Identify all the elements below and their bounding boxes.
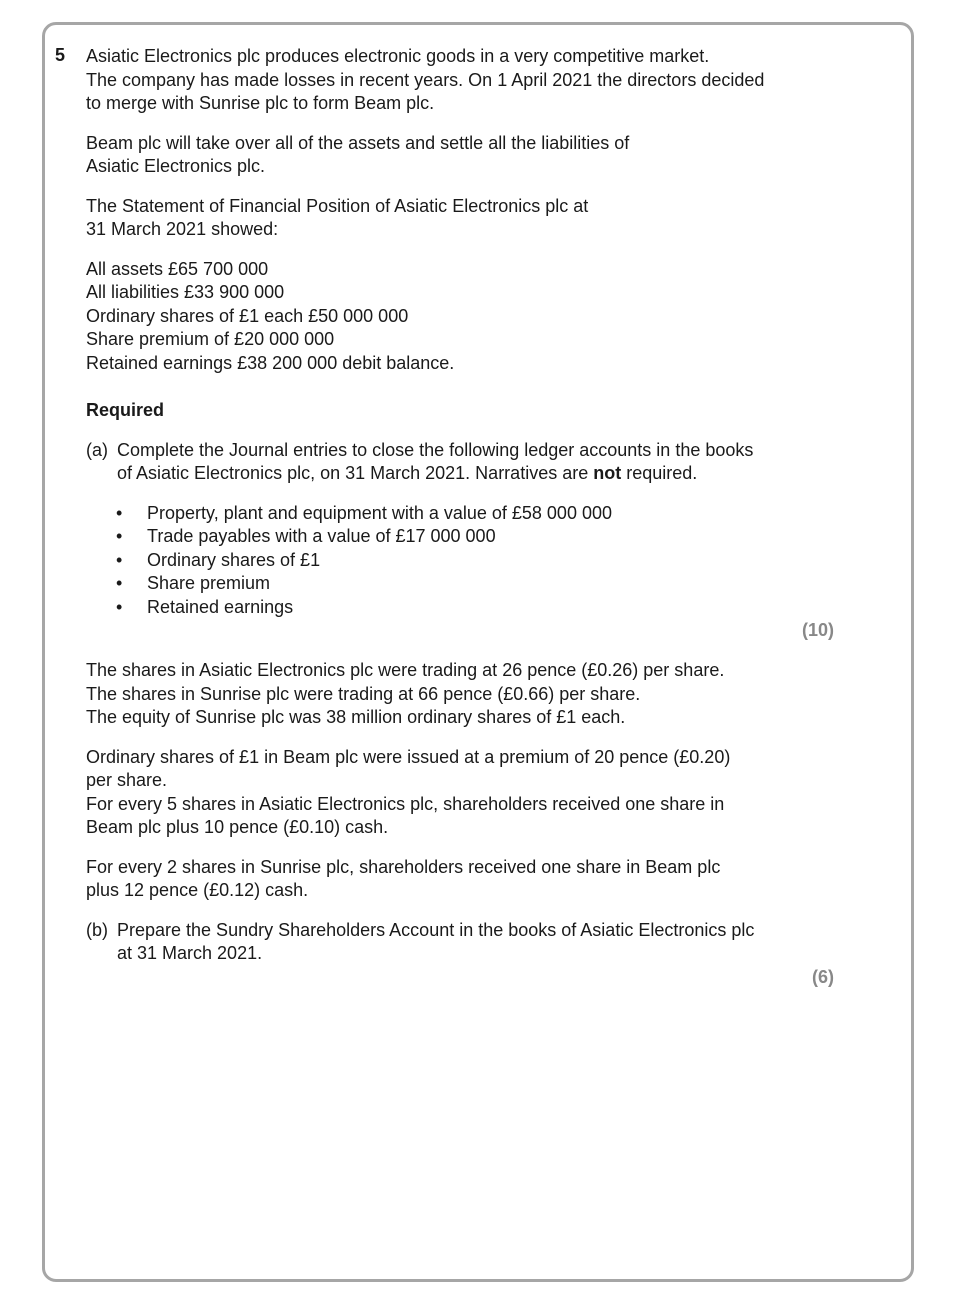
- text-line: The shares in Sunrise plc were trading at 66 pence (£0.66) per share.: [86, 683, 641, 704]
- sofp-intro-paragraph: [86, 195, 806, 242]
- bullet-icon: •: [116, 526, 123, 546]
- balance-line: Ordinary shares of £1 each £50 000 000: [86, 305, 409, 326]
- bullet-icon: •: [116, 596, 123, 617]
- text-line: Beam plc plus 10 pence (£0.10) cash.: [86, 817, 389, 837]
- text-line: plus 12 pence (£0.12) cash.: [86, 880, 309, 900]
- text-line: The Statement of Financial Position of Asiatic Electronics plc at: [86, 195, 589, 216]
- text-line: [117, 462, 806, 486]
- text-line: Asiatic Electronics plc.: [86, 156, 266, 176]
- text-line: 31 March 2021 showed:: [86, 219, 279, 239]
- text-segment: required.: [621, 463, 698, 483]
- part-b-marks-row: [86, 966, 834, 989]
- text-line: For every 5 shares in Asiatic Electronics plc, shareholders received one share in: [86, 793, 725, 814]
- sunrise-exchange-paragraph: [86, 856, 806, 903]
- bullet-icon: •: [116, 573, 123, 593]
- text-segment: of Asiatic Electronics plc, on 31 March 2021. Narratives are: [117, 463, 594, 483]
- emphasis-text: not: [593, 463, 622, 483]
- part-b-instruction: [86, 919, 806, 966]
- list-item: [116, 596, 806, 620]
- list-item: [116, 549, 806, 573]
- balance-line: Share premium of £20 000 000: [86, 329, 335, 349]
- bullet-icon: •: [116, 502, 123, 523]
- list-item-text: Share premium: [147, 573, 271, 593]
- text-line: The company has made losses in recent years. On 1 April 2021 the directors decided: [86, 69, 765, 90]
- list-item: [116, 502, 806, 526]
- part-a-marks-row: [86, 619, 834, 642]
- beam-issue-paragraph: [86, 746, 806, 840]
- question-number: 5: [55, 45, 66, 65]
- part-a-label: (a): [86, 439, 108, 460]
- list-item-text: Retained earnings: [147, 596, 294, 617]
- intro-paragraph: [86, 45, 806, 116]
- balances-list: [86, 258, 806, 376]
- list-item-text: Trade payables with a value of £17 000 000: [147, 526, 496, 546]
- text-line: per share.: [86, 770, 168, 790]
- part-a-bullet-list: [86, 502, 806, 620]
- part-a-marks: (10): [801, 620, 834, 640]
- text-line: to merge with Sunrise plc to form Beam plc.: [86, 93, 435, 113]
- part-b-marks: (6): [812, 966, 834, 987]
- list-item: [116, 525, 806, 549]
- question-body: [86, 45, 834, 1005]
- text-line: Complete the Journal entries to close the following ledger accounts in the books: [117, 439, 754, 460]
- required-heading: Required: [86, 400, 165, 420]
- balance-line: All liabilities £33 900 000: [86, 282, 285, 302]
- list-item-text: Property, plant and equipment with a value of £58 000 000: [147, 502, 612, 523]
- text-line: Prepare the Sundry Shareholders Account in the books of Asiatic Electronics plc: [117, 919, 755, 940]
- bullet-icon: •: [116, 549, 123, 570]
- text-line: at 31 March 2021.: [117, 943, 263, 963]
- text-line: For every 2 shares in Sunrise plc, shareholders received one share in Beam plc: [86, 856, 721, 877]
- balance-line: Retained earnings £38 200 000 debit balance.: [86, 352, 455, 373]
- text-line: Ordinary shares of £1 in Beam plc were issued at a premium of 20 pence (£0.20): [86, 746, 731, 767]
- text-line: The shares in Asiatic Electronics plc were trading at 26 pence (£0.26) per share.: [86, 660, 725, 680]
- list-item: [116, 572, 806, 596]
- balance-line: All assets £65 700 000: [86, 258, 269, 279]
- part-b-label: (b): [86, 919, 108, 940]
- trading-paragraph: [86, 659, 806, 730]
- takeover-paragraph: [86, 132, 806, 179]
- part-a-instruction: [86, 439, 806, 486]
- list-item-text: Ordinary shares of £1: [147, 549, 321, 570]
- text-line: The equity of Sunrise plc was 38 million ordinary shares of £1 each.: [86, 707, 626, 727]
- text-line: Beam plc will take over all of the assets and settle all the liabilities of: [86, 132, 630, 153]
- text-line: Asiatic Electronics plc produces electronic goods in a very competitive market.: [86, 46, 710, 66]
